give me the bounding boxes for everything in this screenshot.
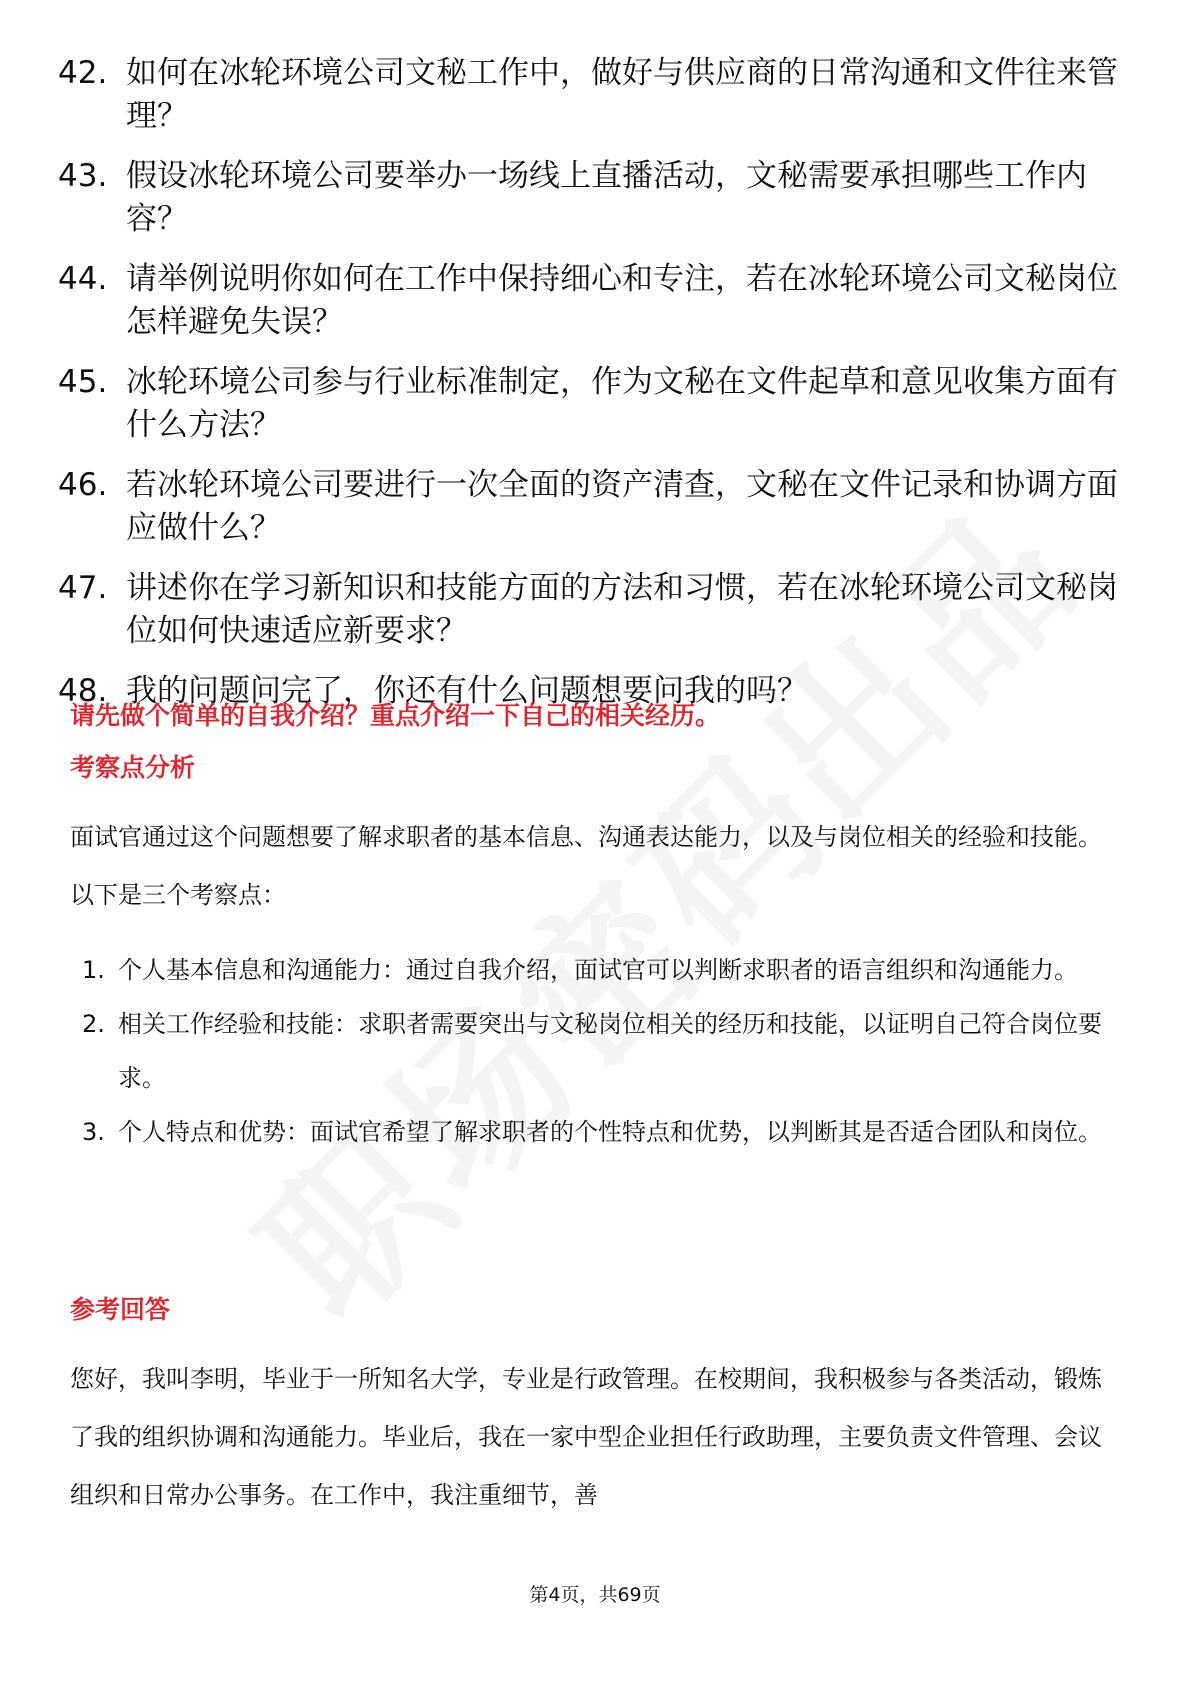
analysis-heading: 考察点分析 [70, 753, 196, 782]
question-item [58, 155, 1138, 241]
list-number: 1. [82, 956, 105, 984]
list-text: 相关工作经验和技能：求职者需要突出与文秘岗位相关的经历和技能，以证明自己符合岗位要求。 [118, 1010, 1102, 1092]
question-number: 48. [58, 673, 108, 709]
page-footer: 第4页，共69页 [529, 1584, 661, 1606]
answer-text: 您好，我叫李明，毕业于一所知名大学，专业是行政管理。在校期间，我积极参与各类活动，锻炼了我的组织协调和沟通能力。毕业后，我在一家中型企业担任行政助理，主要负责文件管理、会议组织和日常办公事务。在工作中，我注重细节，善 [70, 1365, 1102, 1509]
question-number: 47. [58, 570, 108, 606]
list-number: 3. [82, 1118, 105, 1146]
list-text: 个人基本信息和沟通能力：通过自我介绍，面试官可以判断求职者的语言组织和沟通能力。 [118, 956, 1078, 984]
question-title: 请先做个简单的自我介绍？重点介绍一下自己的相关经历。 [70, 701, 721, 730]
question-item [58, 52, 1138, 138]
question-list [58, 52, 1138, 730]
question-item [58, 567, 1138, 653]
question-text: 冰轮环境公司参与行业标准制定，作为文秘在文件起草和意见收集方面有什么方法？ [126, 364, 1118, 443]
question-text: 如何在冰轮环境公司文秘工作中，做好与供应商的日常沟通和文件往来管理？ [126, 55, 1118, 134]
question-number: 43. [58, 158, 108, 194]
analysis-intro: 面试官通过这个问题想要了解求职者的基本信息、沟通表达能力，以及与岗位相关的经验和技能。以下是三个考察点： [70, 823, 1102, 909]
question-number: 46. [58, 467, 108, 503]
list-text: 个人特点和优势：面试官希望了解求职者的个性特点和优势，以判断其是否适合团队和岗位。 [118, 1118, 1102, 1146]
question-text: 请举例说明你如何在工作中保持细心和专注，若在冰轮环境公司文秘岗位怎样避免失误？ [126, 261, 1118, 340]
list-item [82, 943, 1122, 997]
list-item [82, 997, 1122, 1105]
question-number: 45. [58, 364, 108, 400]
question-item [58, 258, 1138, 344]
question-text: 若冰轮环境公司要进行一次全面的资产清查，文秘在文件记录和协调方面应做什么？ [126, 467, 1118, 546]
list-number: 2. [82, 1010, 105, 1038]
question-number: 42. [58, 55, 108, 91]
question-item [58, 464, 1138, 550]
analysis-points [82, 943, 1122, 1159]
question-text: 讲述你在学习新知识和技能方面的方法和习惯，若在冰轮环境公司文秘岗位如何快速适应新要求？ [126, 570, 1118, 649]
question-item [58, 361, 1138, 447]
list-item [82, 1105, 1122, 1159]
question-text: 我的问题问完了，你还有什么问题想要问我的吗？ [126, 673, 808, 709]
answer-heading: 参考回答 [70, 1295, 171, 1324]
question-text: 假设冰轮环境公司要举办一场线上直播活动，文秘需要承担哪些工作内容？ [126, 158, 1087, 237]
question-number: 44. [58, 261, 108, 297]
